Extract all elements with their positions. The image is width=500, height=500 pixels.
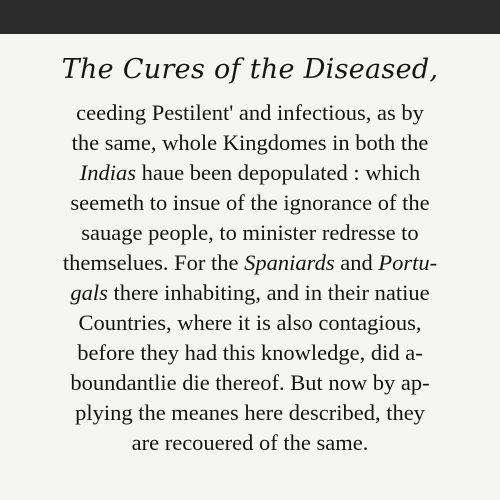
- text-line: Countries, where it is also contagious,: [78, 310, 422, 335]
- text-line: boundantlie die thereof. But now by ap-: [70, 370, 430, 395]
- text-line: plying the meanes here described, they: [75, 400, 425, 425]
- scan-background-edge: [0, 0, 500, 34]
- text-line: sauage people, to minister redresse to: [81, 220, 419, 245]
- text-line: before they had this knowledge, did a-: [77, 340, 423, 365]
- italic-people-name: Portu-: [378, 250, 438, 275]
- text-line: seemeth to insue of the ignorance of the: [70, 190, 430, 215]
- running-head: The Cures of the Diseased,: [61, 54, 439, 85]
- text-line: gals there inhabiting, and in their natiue: [70, 280, 430, 305]
- italic-people-name: gals: [70, 280, 108, 305]
- text-line: themselues. For the Spaniards and Portu-: [62, 250, 438, 275]
- text-line: Indias haue been depopulated : which: [79, 160, 421, 185]
- text-line: ceeding Pestilent' and infectious, as by: [76, 100, 424, 125]
- text-line: the same, whole Kingdomes in both the: [71, 130, 429, 155]
- text-line: are recouered of the same.: [131, 430, 369, 455]
- italic-place-name: Indias: [79, 160, 136, 185]
- italic-people-name: Spaniards: [244, 250, 335, 275]
